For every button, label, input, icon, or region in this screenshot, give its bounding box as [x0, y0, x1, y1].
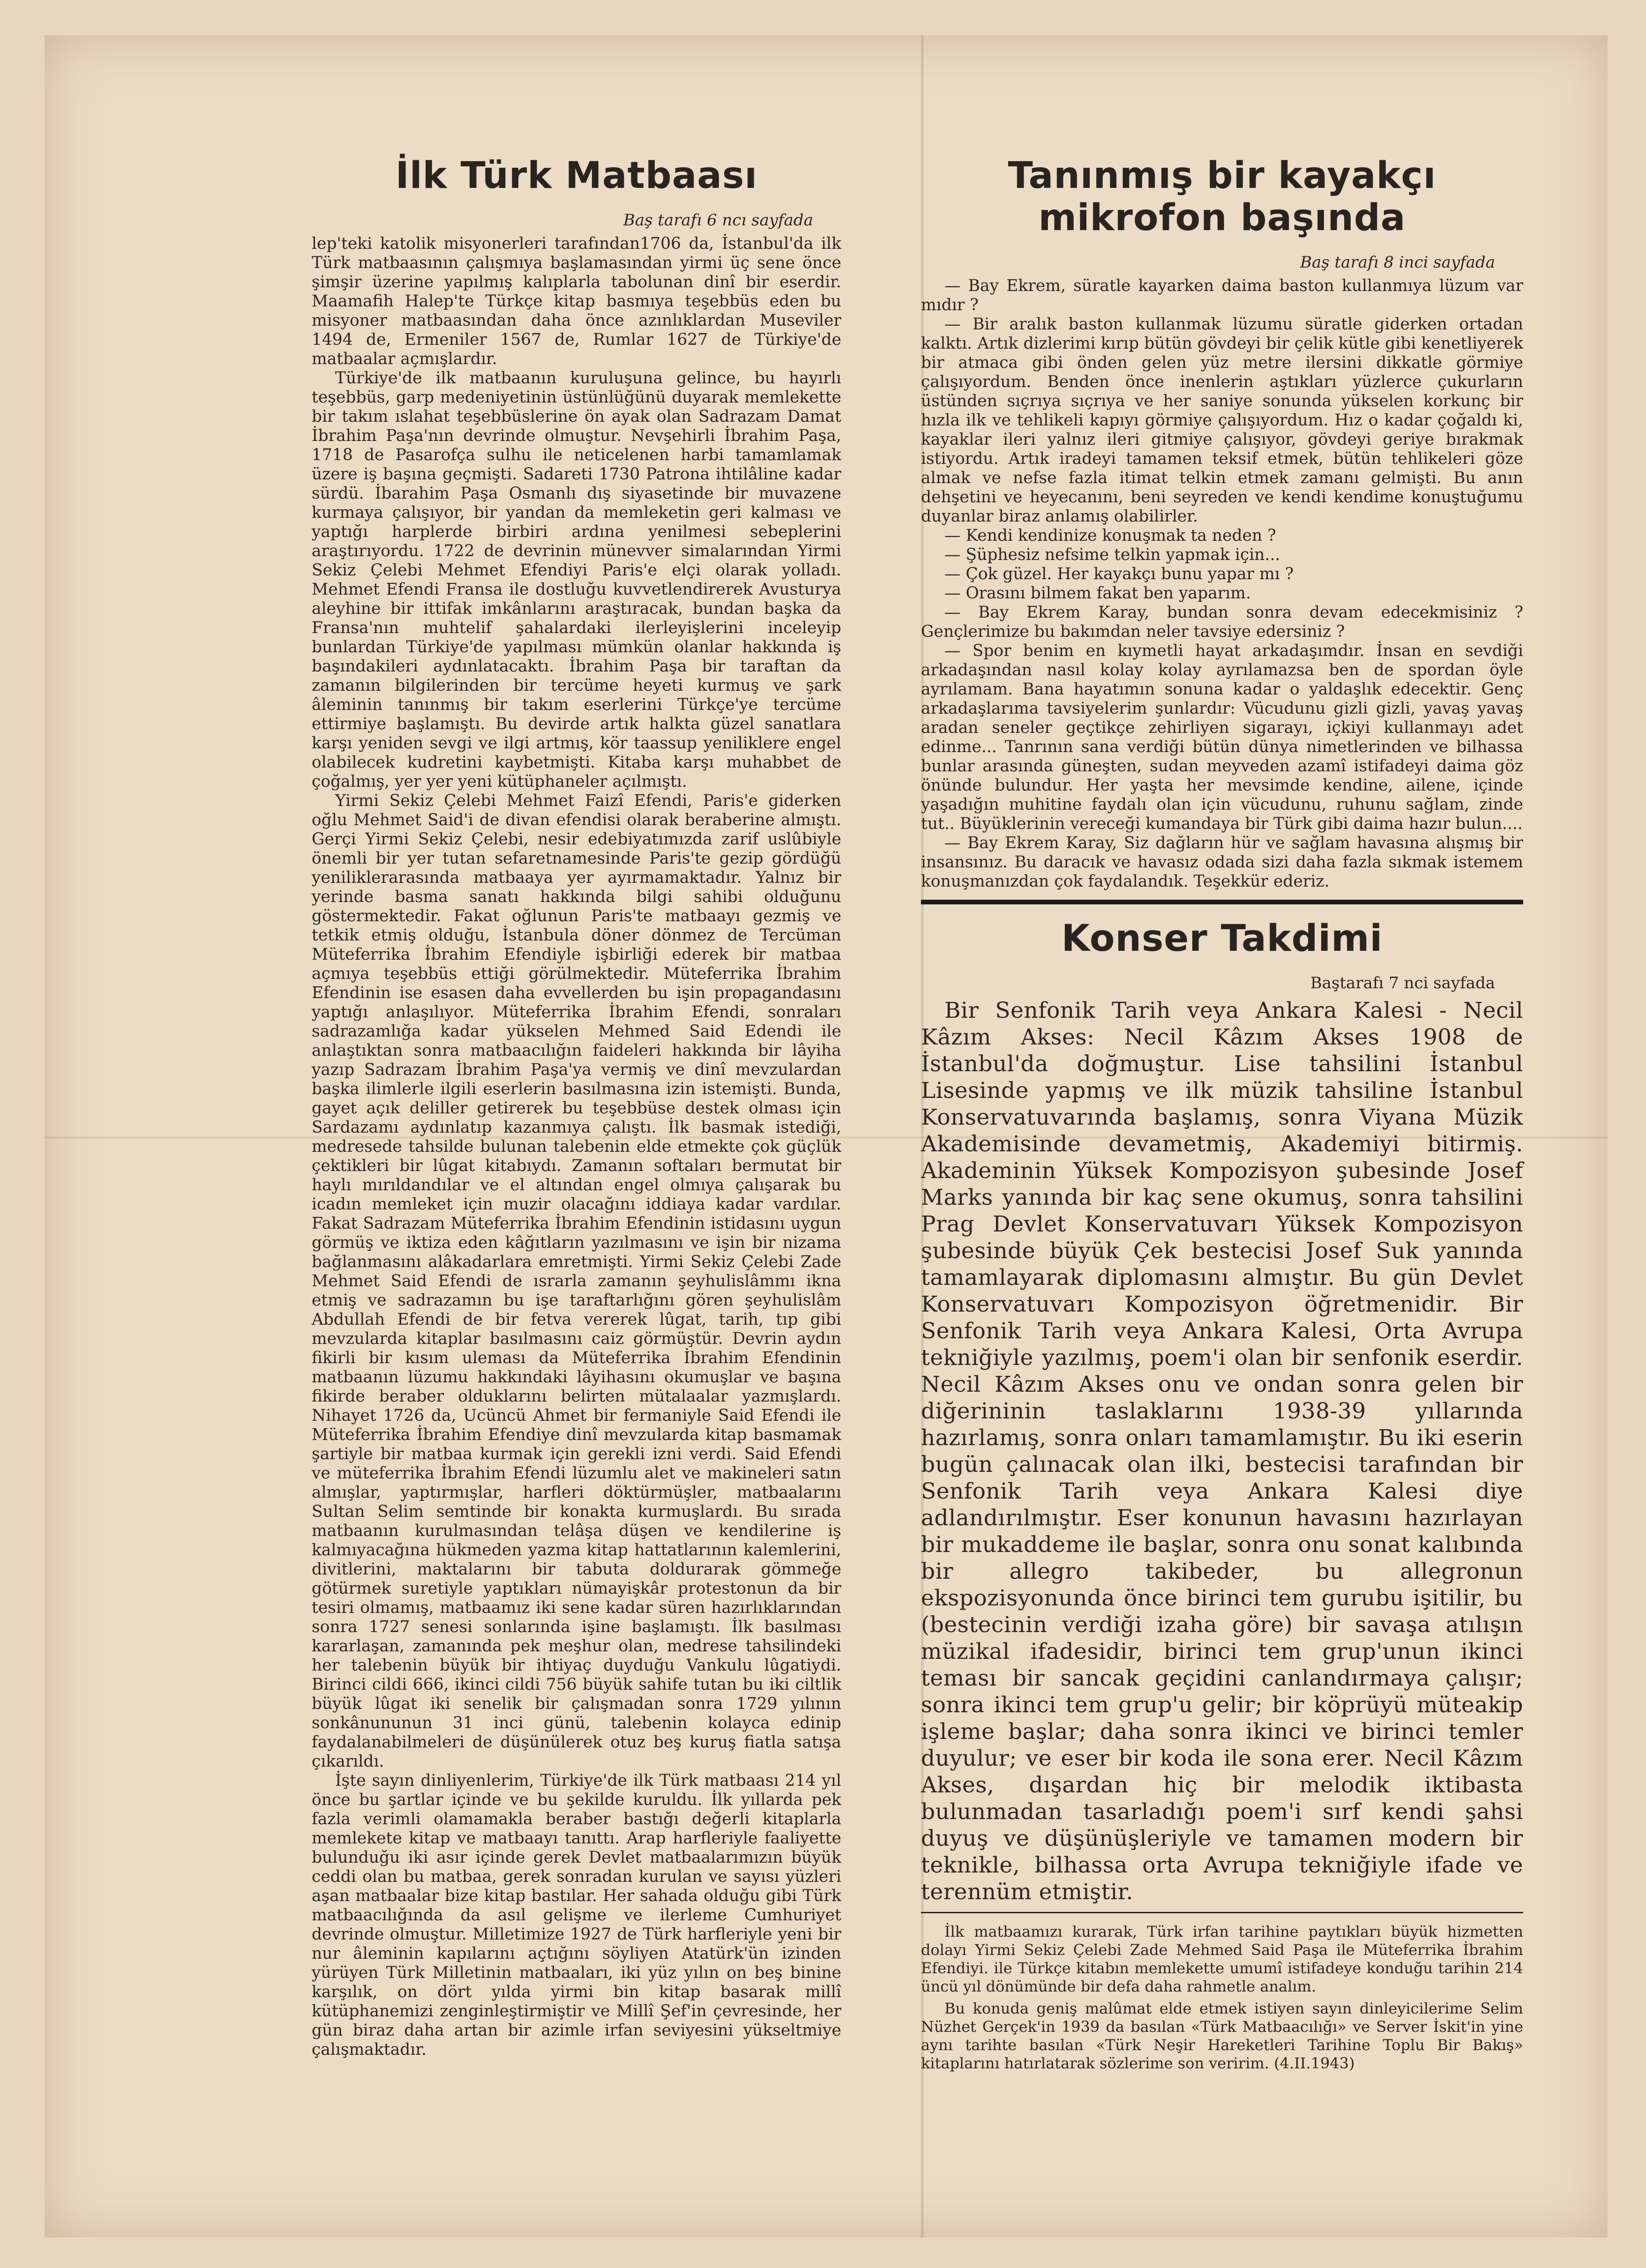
interview-line: — Spor benim en kıymetli hayat arkadaşımdır. İnsan en sevdiği arkadaşından nasıl kolay kolay ayrılamazsa ben de spordan öyle ayrılamam. Bana hayatımın sonuna kadar o yaldaşlık edecektir. Genç arkadaşlarıma tavsiyelerim şunlardır: Vücudunu gizli gizli, yavaş yavaş aradan seneler geçtikçe zehirliyen sigarayı, içkiyi kullanmayı adet edinme... Tanrının sana verdiği bütün dünya nimetlerinden ve bilhassa bunlar arasında güneşten, sudan meyveden azamî istifadeyi daima göz önünde bulundur. Her yaşta her mevsimde kendine, ailene, içinde yaşadığın muhitine faydalı olan için vücudunu, ruhunu sağlam, zinde tut.. Büyüklerinin vereceği kumandaya bir Türk gibi daima hazır bulun.... — [921, 642, 1523, 833]
interview-line: — Şüphesiz nefsime telkin yapmak için... — [944, 545, 1280, 564]
interview-line: — Bay Ekrem Karay, bundan sonra devam edecekmisiniz ? Gençlerimize bu bakımdan neler tavsiye edersiniz ? — [921, 603, 1523, 641]
interview-line: — Kendi kendinize konuşmak ta neden ? — [944, 526, 1276, 545]
continuation-note: Baştarafı 7 nci sayfada — [1310, 974, 1495, 992]
interview-line: — Bay Ekrem Karay, Siz dağların hür ve sağlam havasına alışmış bir insansınız. Bu daracık ve havasız odada sizi daha fazla sıkmak istemem konuşmanızdan çok faydalandık. Teşekkür ederiz. — [921, 834, 1523, 891]
interview-line: — Bir aralık baston kullanmak lüzumu süratle giderken ortadan kalktı. Artık dizlerimi kırıp bütün gövdeyi bir çelik kütle gibi kenetliyerek bir atmaca gibi önden gelen yüz metre ilersini dikkatle görmiye çalışıyordum. Benden önce inenlerin aştıkları yüzlerce çukurların üstünden sıçrıya sıçrıya ve her saniye sonunda yükselen korkunç bir hızla ilk ve tehlikeli kapıyı görmiye çalışıyordum. Hız o kadar çoğaldı ki, kayaklar ileri yalnız ileri gitmiye çalışıyor, gövdeyi geriye bırakmak istiyordu. Artık iradeyi tamamen teksif etmek, bütün tehlikeleri göze almak ve nefse fazla itimat telkin etmek zamanı gelmişti. Bu anın dehşetini ve heyecanını, beni seyreden ve kendi kendime konuştuğumu duyanlar biraz anlamış olabilirler. — [921, 315, 1523, 526]
continuation-note: Baş tarafı 6 ncı sayfada — [623, 211, 813, 230]
interview-line: — Bay Ekrem, süratle kayarken daima baston kullanmıya lüzum var mıdır ? — [921, 276, 1523, 314]
section-divider — [921, 900, 1523, 904]
continuation-note: Baş tarafı 8 inci sayfada — [1300, 253, 1495, 272]
closing-note-references: Bu konuda geniş malûmat elde etmek istiyen sayın dinleyicilerime Selim Nüzhet Gerçek'in 1939 da basılan «Türk Matbaacılığı» ve Server İskit'in yine aynı tarihte basılan «Türk Neşir Hareketleri Tarihine Toplu Bir Bakış» kitaplarını hatırlatarak sözlerime son veririm. (4.II.1943) — [921, 1999, 1523, 2072]
article-title-concert: Konser Takdimi — [1061, 918, 1383, 960]
article-paragraph: lep'teki katolik misyonerleri tarafından1706 da, İstanbul'da ilk Türk matbaasının çalışmıya başlamasından yirmi üç sene önce şimşir üzerine yapılmış kalıplarla tabolunan dinî bir eserdir. Maamafih Halep'te Türkçe kitap basmıya teşebbüs eden bu misyoner matbaasından daha önce azınlıklardan Museviler 1494 de, Ermeniler 1567 de, Rumlar 1627 de Türkiye'de matbaalar açmışlardır. — [312, 234, 841, 368]
article-title-printing-house: İlk Türk Matbaası — [395, 155, 758, 197]
right-column — [921, 155, 1523, 2073]
section-divider-thin — [921, 1912, 1523, 1913]
interview-line: — Orasını bilmem fakat ben yaparım. — [944, 584, 1251, 603]
closing-note: İlk matbaamızı kurarak, Türk irfan tarihine paytıkları büyük hizmetten dolayı Yirmi Sekiz Çelebi Zade Mehmed Said Paşa ile Müteferrika İbrahim Efendiyi. ile Türkçe kitabın memlekette umumî istifadeye konduğu tarihin 214 üncü yıl dönümünde bir defa daha rahmetle analım. — [921, 1923, 1523, 1995]
article-title-skier-interview: Tanınmış bir kayakçı mikrofon başında — [1008, 155, 1437, 239]
interview-line: — Çok güzel. Her kayakçı bunu yapar mı ? — [944, 565, 1294, 583]
article-paragraph: İşte sayın dinliyenlerim, Türkiye'de ilk Türk matbaası 214 yıl önce bu şartlar içinde ve bu şekilde kuruldu. İlk yıllarda pek fazla verimli olamamakla beraber bastığı değerli kitaplarla memlekete kitap ve matbaayı tanıttı. Arap harfleriyle faaliyette bulunduğu iki asır içinde gerek Devlet matbaalarımızın büyük ceddi olan bu matbaa, gerek sonradan kurulan ve sayısı yüzleri aşan matbaalar bize kitap bastılar. Her sahada olduğu gibi Türk matbaacılığında da asıl gelişme ve ilerleme Cumhuriyet devrinde olmuştur. Milletimize 1927 de Türk harfleriyle yeni bir nur âleminin kapılarını açtığını söyliyen Atatürk'ün izinden yürüyen Türk Milletinin matbaaları, iki yüz yılın on beş binine karşılık, on dört yılda yirmi bin kitap basarak millî kütüphanemizi zenginleştirmiştir ve Millî Şef'in çevresinde, her gün biraz daha artan bir azimle irfan seviyesini yükseltmiye çalışmaktadır. — [312, 1771, 841, 2059]
concert-body: Bir Senfonik Tarih veya Ankara Kalesi - Necil Kâzım Akses: Necil Kâzım Akses 1908 de İstanbul'da doğmuştur. Lise tahsilini İstanbul Lisesinde yapmış ve ilk müzik tahsiline İstanbul Konservatuvarında başlamış, sonra Viyana Müzik Akademisinde devametmiş, Akademiyi bitirmiş. Akademinin Yüksek Kompozisyon şubesinde Josef Marks yanında bir kaç sene okumuş, sonra tahsilini Prag Devlet Konservatuvarı Yüksek Kompozisyon şubesinde büyük Çek bestecisi Josef Suk yanında tamamlayarak diplomasını almıştır. Bu gün Devlet Konservatuvarı Kompozisyon öğretmenidir. Bir Senfonik Tarih veya Ankara Kalesi, Orta Avrupa tekniğiyle yazılmış, poem'i olan bir senfonik eserdir. Necil Kâzım Akses onu ve ondan sonra gelen bir diğerininin taslaklarını 1938-39 yıllarında hazırlamış, sonra onları tamamlamıştır. Bu iki eserin bugün çalınacak olan ilki, bestecisi tarafından bir Senfonik Tarih veya Ankara Kalesi diye adlandırılmıştır. Eser konunun havasını hazırlayan bir mukaddeme ile başlar, sonra onu sonat kalıbında bir allegro takibeder, bu allegronun ekspozisyonunda önce birinci tem gurubu işitilir, bu (bestecinin verdiği izaha göre) bir savaşa atılışın müzikal ifadesidir, birinci tem grup'unun ikinci teması bir sancak geçidini canlandırmaya çalışır; sonra ikinci tem grup'u gelir; bir köprüyü müteakip işleme başlar; daha sonra ikinci ve birinci temler duyulur; ve eser bir koda ile sona erer. Necil Kâzım Akses, dışardan hiç bir melodik iktibasta bulunmadan tasarladığı poem'i sırf kendi şahsi duyuş ve düşünüşleriyle ve tamamen modern bir teknikle, bilhassa orta Avrupa tekniğiyle ifade ve terennüm etmiştir. — [921, 998, 1523, 1905]
article-paragraph: Türkiye'de ilk matbaanın kuruluşuna gelince, bu hayırlı teşebbüs, garp medeniyetinin üstünlüğünü duyarak memlekette bir takım ıslahat teşebbüslerine ön ayak olan Sadrazam Damat İbrahim Paşa'nın devrinde olmuştur. Nevşehirli İbrahim Paşa, 1718 de Pasarofça sulhu ile neticelenen harbi tamamlamak üzere iş başına geçmişti. Sadareti 1730 Patrona ihtilâline kadar sürdü. İbarahim Paşa Osmanlı dış siyasetinde bir muvazene kurmaya çalışıyor, bir yandan da memleketin geri kalması ve yaptığı harplerde birbiri ardına yenilmesi sebeplerini araştırıyordu. 1722 de devrinin münevver simalarından Yirmi Sekiz Çelebi Mehmet Efendiyi Paris'e elçi olarak yolladı. Mehmet Efendi Fransa ile dostluğu kuvvetlendirerek Avusturya aleyhine bir ittifak imkânlarını araştıracak, bundan başka da Fransa'nın muhtelif şahalardaki ilerleyişlerini inceleyip bunlardan Türkiye'de yapılması mümkün olanlar hakkında iş başındakileri aydınlatacaktı. İbrahim Paşa bir taraftan da zamanın bilgilerinden bir tercüme heyeti kurmuş ve şark âleminin tanınmış bir takım eserlerini Türkçe'ye tercüme ettirmiye başlamıştı. Bu devirde artık halkta güzel sanatlara karşı yeniden sevgi ve ilgi artmış, kör taassup yeniliklere engel olabilecek kudretini kaybetmişti. Kitaba karşı muhabbet de çoğalmış, yer yer yeni kütüphaneler açılmıştı. — [312, 369, 841, 791]
article-paragraph: Yirmi Sekiz Çelebi Mehmet Faizî Efendi, Paris'e giderken oğlu Mehmet Said'i de divan efendisi olarak beraberine almıştı. Gerçi Yirmi Sekiz Çelebi, nesir edebiyatımızda zarif uslûbiyle önemli bir yer tutan sefaretnamesinde Paris'te gezip gördüğü yeniliklerarasında matbaaya yer ayırmamaktadır. Yalnız bir yerinde basma sanatı hakkında bilgi sahibi olduğunu göstermektedir. Fakat oğlunun Paris'te matbaayı gezmiş ve tetkik etmiş olduğu, İstanbula döner dönmez de Tercüman Müteferrika İbrahim Efendiyle işbirliği ederek bir matbaa açmıya teşebbüs ettiği görülmektedir. Müteferrika İbrahim Efendinin ise esasen daha evvellerden bu işin propagandasını yaptığı anlaşılıyor. Müteferrika İbrahim Efendi, sonraları sadrazamlığa kadar yükselen Mehmed Said Edendi ile anlaştıktan sonra matbaacılığın faideleri hakkında bir lâyiha yazıp Sadrazam İbrahim Paşa'ya vermiş ve dinî mevzulardan başka ilimlerle ilgili eserlerin basılmasına izin istemişti. Bunda, gayet açık deliller getirerek bu teşebbüse destek olması için Sardazamı aydınlatıp kazanmıya çalıştı. İlk basmak istediği, medresede tahsilde bulunan talebenin elde etmekte çok güçlük çektikleri bir lûgat kitabıydı. Zamanın softaları bermutat bir haylı mırıldandılar ve el altından engel olmıya çalışarak bu icadın memleket için muzir olacağını iddiaya kadar vardılar. Fakat Sadrazam Müteferrika İbrahim Efendinin istidasını uygun görmüş ve iktiza eden kâğıtların yazılmasını ve işin bir nizama bağlanmasını alâkadarlara emretmişti. Yirmi Sekiz Çelebi Zade Mehmet Said Efendi de ısrarla zamanın şeyhulislâmmı ikna etmiş ve sadrazamın bu işe taraftarlığını gören şeyhulislâm Abdullah Efendi de bir fetva vererek lûgat, tarih, tıp gibi mevzularda kitaplar basılmasını caiz görmüştür. Devrin aydın fikirli bir kısım uleması da Müteferrika İbrahim Efendinin matbaanın lüzumu hakkındaki lâyihasını okumuşlar ve başına fikirde beraber olduklarını belirten mütalaalar yazmışlardı. Nihayet 1726 da, Ucüncü Ahmet bir fermaniyle Said Efendi ile Müteferrika İbrahim Efendiye dinî mevzularda kitap basmamak şartiyle bir matbaa kurmak için gerekli izni verdi. Said Efendi ve müteferrika İbrahim Efendi lüzumlu alet ve makineleri satın almışlar, yaptırmışlar, harfleri döktürmüşler, matbaalarını Sultan Selim semtinde bir konakta kurmuşlardı. Bu sırada matbaanın kurulmasından telâşa düşen ve kendilerine iş kalmıyacağına hükmeden yazma kitap hattatlarının kalemlerini, divitlerini, maktalarını bir tabuta doldurarak gömmeğe götürmek suretiyle yaptıkları nümayişkâr protestonun da bir tesiri olmamış, matbaamız iki sene kadar süren hazırlıklarından sonra 1727 senesi sonlarında işine başlamıştı. İlk basılması kararlaşan, zamanında pek meşhur olan, medrese tahsilindeki her talebenin büyük bir ihtiyaç duyduğu Vankulu lûgatiydi. Birinci cildi 666, ikinci cildi 756 büyük sahife tutan bu iki ciltlik büyük lûgat iki senelik bir çalışmadan sonra 1729 yılının sonkânununun 31 inci günü, talebenin kolayca edinip faydalanabilmeleri de düşünülerek otuz beş kuruş fiatla satışa çıkarıldı. — [312, 791, 841, 1771]
left-column — [312, 155, 841, 2059]
